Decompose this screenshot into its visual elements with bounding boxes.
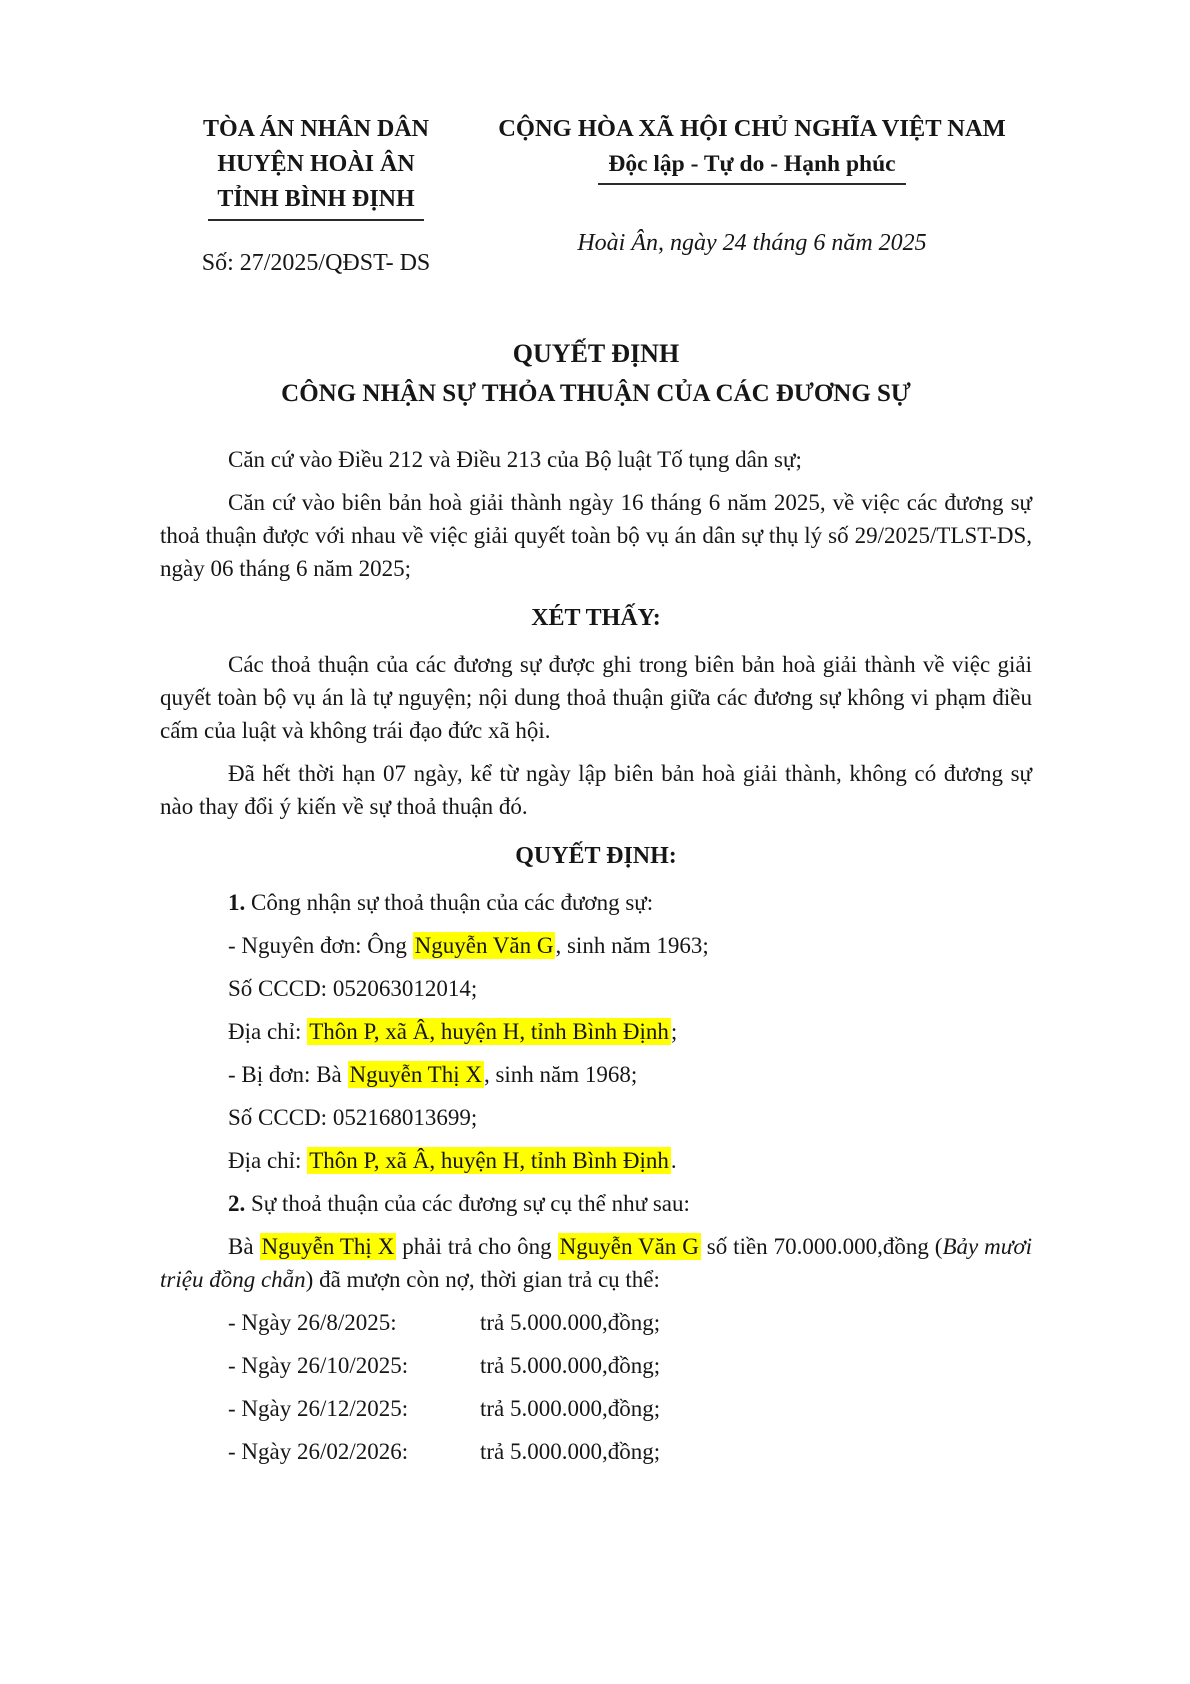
defendant-address-highlight: Thôn P, xã Â, huyện H, tỉnh Bình Định bbox=[309, 1148, 669, 1173]
court-name-line-1: TÒA ÁN NHÂN DÂN bbox=[202, 116, 429, 142]
preamble-paragraph-2: Căn cứ vào biên bản hoà giải thành ngày 16 tháng 6 năm 2025, về việc các đương sự thoả thuận được với nhau về việc giải quyết toàn bộ vụ án dân sự thụ lý số 29/2025/TLST-DS, ngày 06 tháng 6 năm 2025; bbox=[160, 490, 1032, 581]
plaintiff-address-line bbox=[160, 1015, 1032, 1048]
agreement-defendant-name-highlight: Nguyễn Thị X bbox=[261, 1234, 395, 1259]
agreement-paragraph bbox=[160, 1230, 1032, 1296]
agreement-seg-4: ) đã mượn còn nợ, thời gian trả cụ thể: bbox=[305, 1267, 660, 1292]
national-title: CỘNG HÒA XÃ HỘI CHỦ NGHĨA VIỆT NAM bbox=[498, 115, 1006, 142]
agreement-plaintiff-name-highlight: Nguyễn Văn G bbox=[559, 1234, 699, 1259]
decision-item-1-number: 1. bbox=[228, 890, 246, 915]
decision-item-2-number: 2. bbox=[228, 1191, 246, 1216]
payment-amount: trả 5.000.000,đồng; bbox=[480, 1353, 661, 1378]
document-number: Số: 27/2025/QĐST- DS bbox=[201, 250, 431, 276]
payment-amount: trả 5.000.000,đồng; bbox=[480, 1439, 661, 1464]
payment-schedule-row bbox=[160, 1306, 1032, 1339]
court-name-line-2: HUYỆN HOÀI ÂN bbox=[217, 151, 415, 177]
consideration-paragraph-1: Các thoả thuận của các đương sự được ghi trong biên bản hoà giải thành về việc giải quyết toàn bộ vụ án là tự nguyện; nội dung thoả thuận giữa các đương sự không vi phạm điều cấm của luật và không trái đạo đức xã hội. bbox=[160, 652, 1032, 743]
section-heading-xet-thay: XÉT THẤY: bbox=[531, 605, 661, 631]
payment-schedule-row bbox=[160, 1435, 1032, 1468]
defendant-birth-year: , sinh năm 1968; bbox=[483, 1062, 638, 1087]
agreement-seg-1: Bà bbox=[228, 1234, 260, 1259]
document-header bbox=[160, 112, 1032, 279]
plaintiff-line bbox=[160, 929, 1032, 962]
payment-schedule-row bbox=[160, 1392, 1032, 1425]
preamble-paragraph-1: Căn cứ vào Điều 212 và Điều 213 của Bộ luật Tố tụng dân sự; bbox=[228, 447, 802, 472]
payment-date: - Ngày 26/02/2026: bbox=[228, 1439, 409, 1464]
section-heading-quyet-dinh: QUYẾT ĐỊNH: bbox=[515, 843, 677, 869]
national-motto: Độc lập - Tự do - Hạnh phúc bbox=[598, 149, 905, 185]
defendant-address-label: Địa chỉ: bbox=[228, 1148, 308, 1173]
defendant-name-highlight: Nguyễn Thị X bbox=[349, 1062, 482, 1087]
plaintiff-birth-year: , sinh năm 1963; bbox=[555, 933, 709, 958]
defendant-address-line bbox=[160, 1144, 1032, 1177]
payment-date: - Ngày 26/10/2025: bbox=[228, 1353, 409, 1378]
court-name-line-3: TỈNH BÌNH ĐỊNH bbox=[217, 186, 415, 212]
place-date-line: Hoài Ân, ngày 24 tháng 6 năm 2025 bbox=[577, 230, 927, 256]
document-title bbox=[160, 337, 1032, 411]
amount-in-words: Bảy mươi triệu đồng chẵn bbox=[160, 1234, 1032, 1292]
defendant-id-line: Số CCCD: 052168013699; bbox=[228, 1105, 478, 1130]
decision-item-2 bbox=[160, 1187, 1032, 1220]
defendant-line bbox=[160, 1058, 1032, 1091]
plaintiff-address-highlight: Thôn P, xã Â, huyện H, tỉnh Bình Định bbox=[309, 1019, 669, 1044]
national-header-block bbox=[472, 112, 1032, 259]
agreement-seg-2: phải trả cho ông bbox=[396, 1234, 558, 1259]
agreement-seg-3: số tiền 70.000.000,đồng ( bbox=[700, 1234, 943, 1259]
decision-item-2-text: Sự thoả thuận của các đương sự cụ thể như sau: bbox=[245, 1191, 690, 1216]
plaintiff-name-highlight: Nguyễn Văn G bbox=[414, 933, 554, 958]
defendant-address-punct: . bbox=[670, 1148, 677, 1173]
defendant-label: - Bị đơn: Bà bbox=[228, 1062, 348, 1087]
plaintiff-address-punct: ; bbox=[670, 1019, 678, 1044]
decision-item-1-text: Công nhận sự thoả thuận của các đương sự: bbox=[245, 890, 654, 915]
document-title-line-2: CÔNG NHẬN SỰ THỎA THUẬN CỦA CÁC ĐƯƠNG SỰ bbox=[281, 380, 911, 407]
plaintiff-id-line: Số CCCD: 052063012014; bbox=[228, 976, 478, 1001]
payment-schedule-row bbox=[160, 1349, 1032, 1382]
consideration-paragraph-2: Đã hết thời hạn 07 ngày, kể từ ngày lập biên bản hoà giải thành, không có đương sự nào thay đổi ý kiến về sự thoả thuận đó. bbox=[160, 761, 1032, 819]
plaintiff-address-label: Địa chỉ: bbox=[228, 1019, 308, 1044]
document-title-line-1: QUYẾT ĐỊNH bbox=[512, 339, 680, 368]
court-name-block bbox=[160, 112, 472, 279]
plaintiff-label: - Nguyên đơn: Ông bbox=[228, 933, 413, 958]
court-name-underline bbox=[208, 219, 424, 221]
decision-item-1 bbox=[160, 886, 1032, 919]
payment-date: - Ngày 26/12/2025: bbox=[228, 1396, 409, 1421]
payment-date: - Ngày 26/8/2025: bbox=[228, 1310, 397, 1335]
payment-amount: trả 5.000.000,đồng; bbox=[480, 1310, 661, 1335]
payment-amount: trả 5.000.000,đồng; bbox=[480, 1396, 661, 1421]
